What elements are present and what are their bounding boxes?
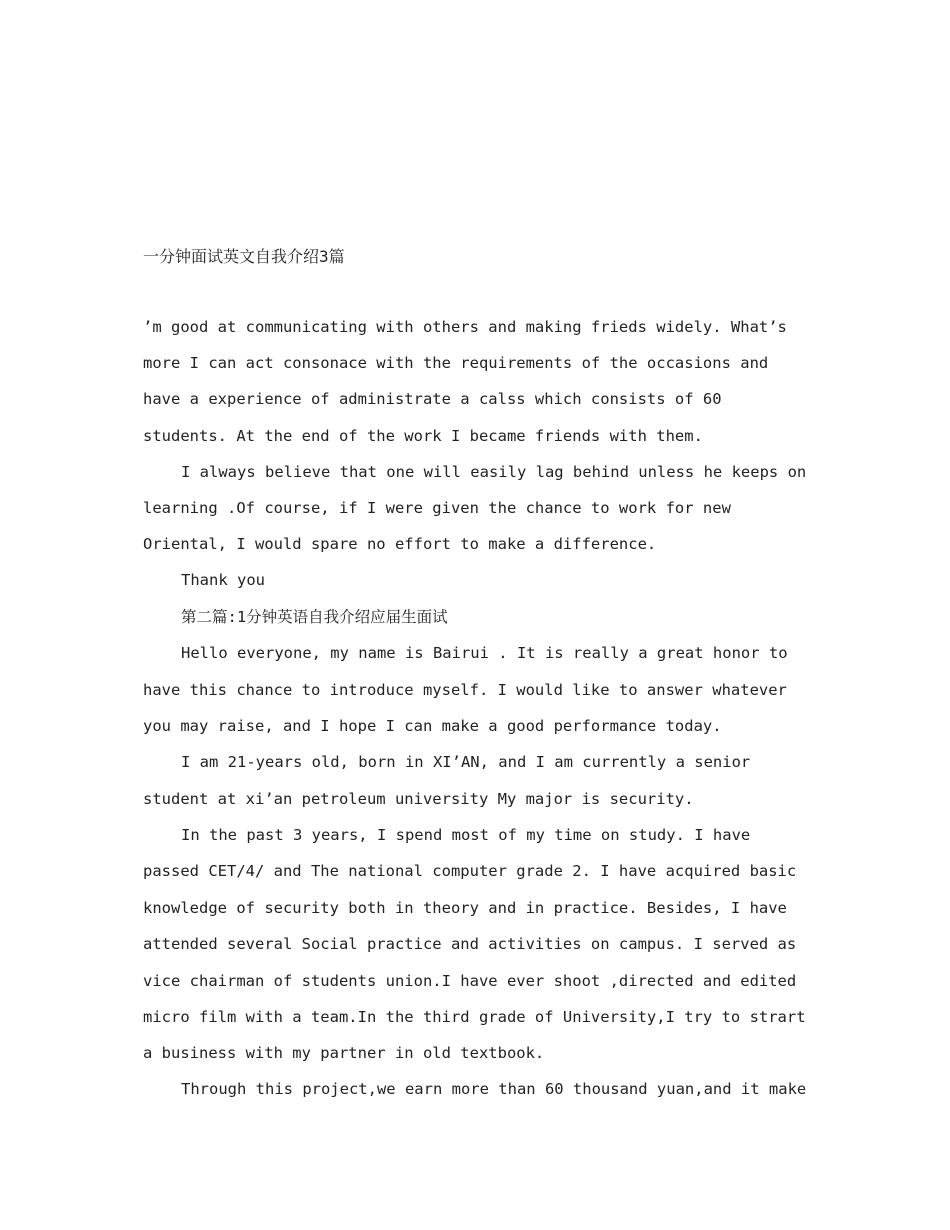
text-line: knowledge of security both in theory and in practice. Besides, I have xyxy=(143,899,787,917)
text-line: you may raise, and I hope I can make a good performance today. xyxy=(143,717,722,735)
text-line: Hello everyone, my name is Bairui . It is really a great honor to xyxy=(181,644,788,662)
text-line: a business with my partner in old textbook. xyxy=(143,1044,545,1062)
section-heading: 第二篇:1分钟英语自我介绍应届生面试 xyxy=(181,608,448,626)
text-line: I always believe that one will easily lag behind unless he keeps on xyxy=(181,463,807,481)
text-line: In the past 3 years, I spend most of my time on study. I have xyxy=(181,826,751,844)
text-line: I am 21-years old, born in XI’AN, and I am currently a senior xyxy=(181,753,751,771)
text-line: ’m good at communicating with others and making frieds widely. What’s xyxy=(143,318,787,336)
text-line: more I can act consonace with the requirements of the occasions and xyxy=(143,354,769,372)
text-line: vice chairman of students union.I have ever shoot ,directed and edited xyxy=(143,972,797,990)
text-line: student at xi’an petroleum university My major is security. xyxy=(143,790,694,808)
text-line: learning .Of course, if I were given the chance to work for new xyxy=(143,499,731,517)
text-line: attended several Social practice and activities on campus. I served as xyxy=(143,935,797,953)
text-line: students. At the end of the work I became friends with them. xyxy=(143,427,703,445)
text-line: Thank you xyxy=(181,571,265,589)
document-title: 一分钟面试英文自我介绍3篇 xyxy=(143,247,345,266)
text-line: Oriental, I would spare no effort to make a difference. xyxy=(143,535,657,553)
text-line: have this chance to introduce myself. I would like to answer whatever xyxy=(143,681,787,699)
text-line: Through this project,we earn more than 60 thousand yuan,and it make xyxy=(181,1080,807,1098)
text-line: micro film with a team.In the third grade of University,I try to strart xyxy=(143,1008,806,1026)
text-line: have a experience of administrate a calss which consists of 60 xyxy=(143,390,722,408)
text-line: passed CET/4/ and The national computer grade 2. I have acquired basic xyxy=(143,862,797,880)
